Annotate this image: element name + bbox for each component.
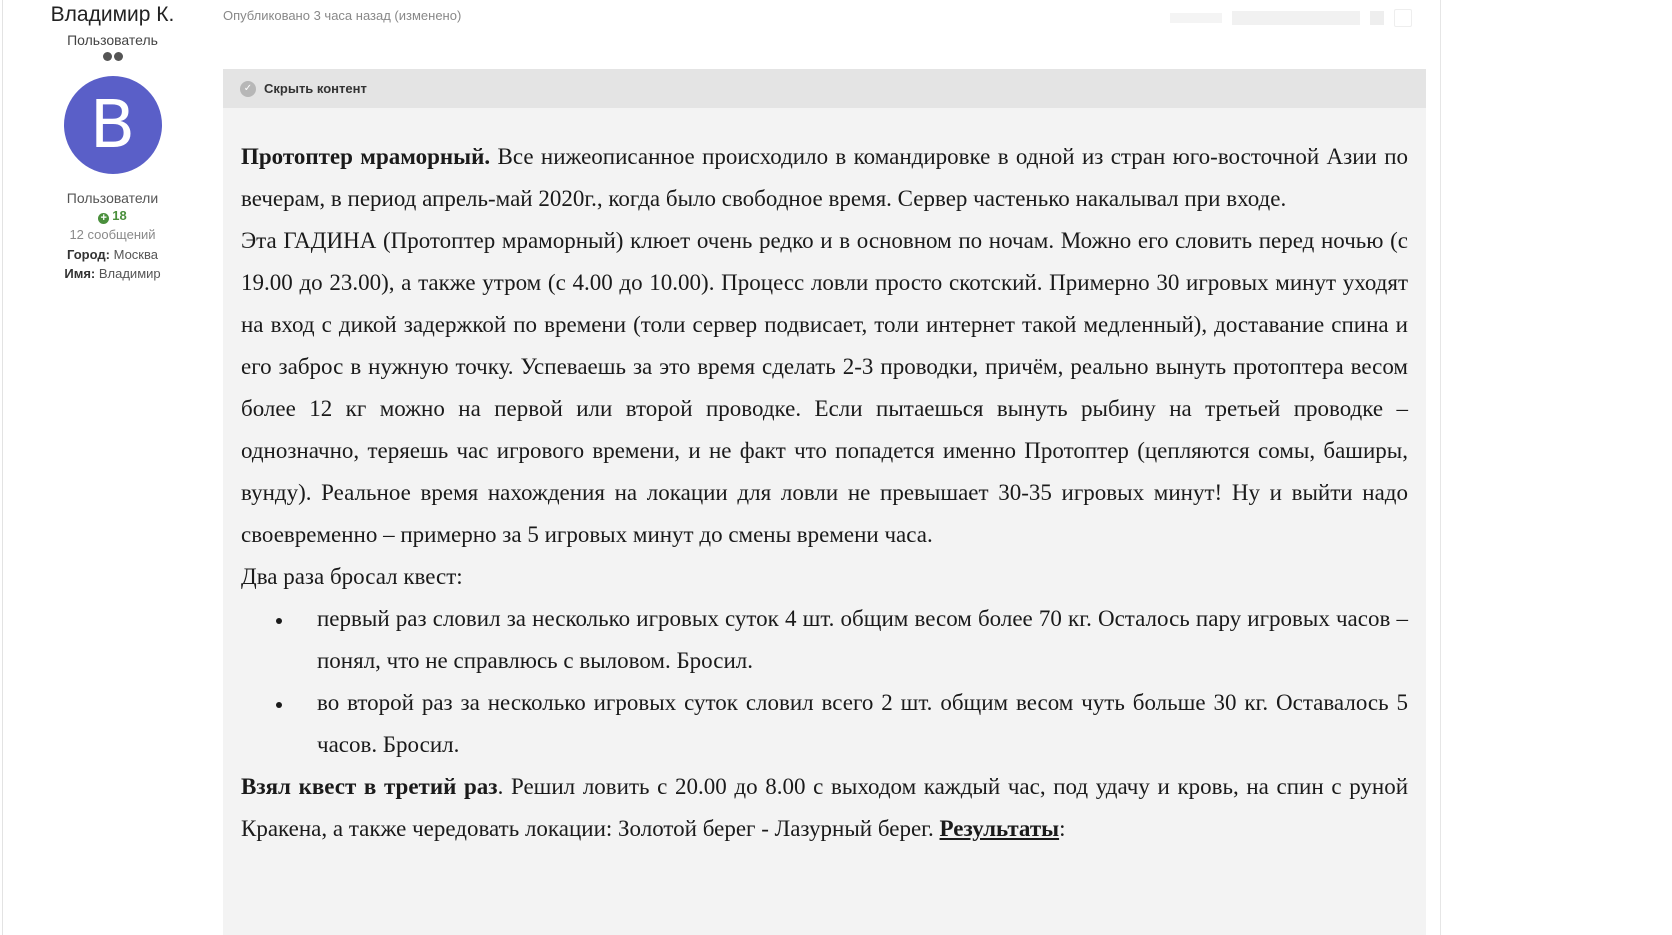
city-value: Москва bbox=[113, 247, 158, 262]
rank-dots-icon bbox=[20, 52, 205, 66]
spoiler-block bbox=[223, 69, 1426, 935]
paragraph-third-attempt bbox=[241, 766, 1408, 850]
post-meta[interactable]: Опубликовано 3 часа назад (изменено) bbox=[223, 8, 462, 23]
rank-dot bbox=[114, 52, 123, 61]
reputation-count: 18 bbox=[112, 208, 127, 223]
author-city bbox=[20, 245, 205, 264]
post-tools bbox=[1170, 10, 1412, 26]
author-name[interactable]: Владимир К. bbox=[50, 3, 175, 26]
right-divider bbox=[1440, 0, 1441, 935]
intro-text: Все нижеописанное происходило в командировке в одной из стран юго-восточной Азии по вечерам, в период апрель-май 2020г., когда было свободное время. Сервер частенько накалывал при входе. bbox=[241, 144, 1409, 211]
attempts-list bbox=[241, 598, 1408, 766]
reputation-badge bbox=[20, 207, 205, 225]
paragraph-description: Эта ГАДИНА (Протоптер мраморный) клюет очень редко и в основном по ночам. Можно его словить перед ночью (с 19.00 до 23.00), а также утром (с 4.00 до 10.00). Процесс ловли просто скотский. Примерно 30 игровых минут уходят на вход с дикой задержкой по времени (толи сервер подвисает, толи интернет такой медленный), доставание спина и его заброс в нужную точку. Успеваешь за это время сделать 2-3 проводки, причём, реально вынуть протоптера весом более 12 кг можно на первой или второй проводке. Если пытаешься вынуть рыбину на третьей проводке – однозначно, теряешь час игрового времени, и не факт что попадется именно Протоптер (цепляются сомы, баширы, вунду). Реальное время нахождения на локации для ловли не превышает 30-35 игровых минут! Ну и выйти надо своевременно – примерно за 5 игровых минут до смены времени часа. bbox=[241, 228, 1408, 547]
third-attempt-text: . Решил ловить с 20.00 до 8.00 с выходом каждый час, под удачу и кровь, на спин с руной Кракена, а также чередовать локации: Золотой берег - Лазурный берег. bbox=[241, 774, 1409, 841]
results-link[interactable]: Результаты bbox=[939, 816, 1060, 841]
species-title: Протоптер мраморный. bbox=[241, 144, 491, 169]
share-link-placeholder[interactable] bbox=[1170, 13, 1222, 23]
paragraph-intro bbox=[241, 136, 1408, 220]
left-divider bbox=[2, 0, 3, 935]
list-item: • во второй раз за несколько игровых суток словил всего 2 шт. общим весом чуть больше 30 кг. Оставалось 5 часов. Бросил. bbox=[294, 682, 1408, 766]
city-label: Город: bbox=[67, 247, 110, 262]
paragraph-attempts: Два раза бросал квест: bbox=[241, 564, 463, 589]
plus-icon: + bbox=[98, 213, 109, 224]
author-firstname bbox=[20, 264, 205, 283]
third-attempt-title: Взял квест в третий раз bbox=[241, 774, 498, 799]
spoiler-label: Скрыть контент bbox=[264, 81, 367, 96]
spoiler-toggle[interactable] bbox=[223, 69, 1426, 108]
list-item: • первый раз словил за несколько игровых суток 4 шт. общим весом более 70 кг. Осталось пару игровых часов – понял, что не справлюсь с выловом. Бросил. bbox=[294, 598, 1408, 682]
chevron-down-icon: ✓ bbox=[240, 81, 256, 97]
firstname-value: Владимир bbox=[98, 266, 161, 281]
author-group: Пользователи bbox=[66, 190, 159, 206]
author-role: Пользователь bbox=[67, 32, 158, 48]
avatar[interactable]: B bbox=[64, 76, 162, 174]
select-checkbox[interactable] bbox=[1394, 9, 1412, 27]
posts-count[interactable]: 12 сообщений bbox=[69, 227, 156, 242]
results-colon: : bbox=[1059, 816, 1066, 841]
spoiler-content bbox=[223, 108, 1426, 850]
reputation-bar-placeholder bbox=[1232, 11, 1360, 25]
firstname-label: Имя: bbox=[64, 266, 96, 281]
author-panel bbox=[20, 0, 205, 283]
rank-dot bbox=[103, 52, 112, 61]
share-icon[interactable] bbox=[1370, 11, 1384, 25]
